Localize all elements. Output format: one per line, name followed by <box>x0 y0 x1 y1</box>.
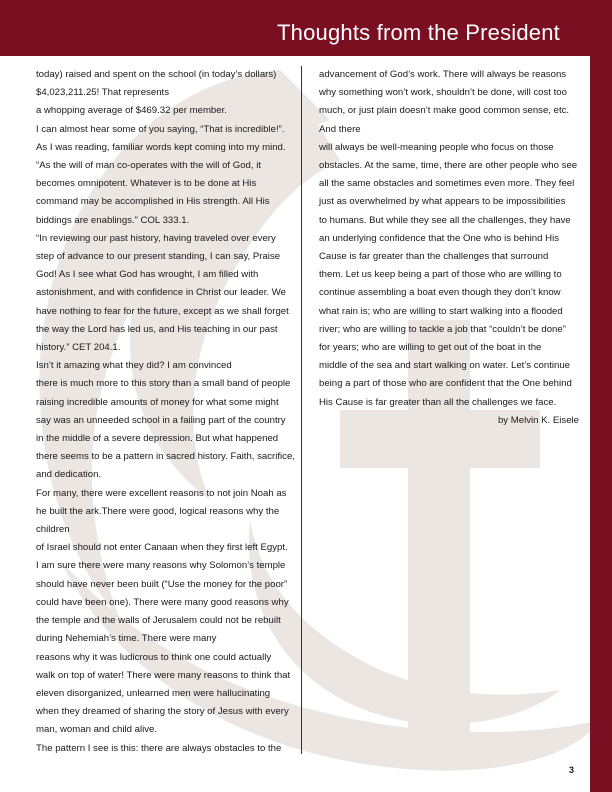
text-line: today) raised and spent on the school (in today’s dollars) <box>36 69 277 80</box>
text-line: in the middle of a severe depression. But what happened <box>36 433 279 445</box>
side-accent-bar <box>590 56 612 792</box>
text-line: command may be accomplished in His strength. All His <box>36 196 270 208</box>
text-line: astonishment, and with confidence in Christ our leader. We <box>36 287 286 299</box>
text-line: have nothing to fear for the future, except as we shall forget <box>36 305 289 317</box>
text-line: all the same obstacles and sometimes even more. They feel <box>319 178 575 190</box>
text-line: there is much more to this story than a small band of people <box>36 378 291 390</box>
text-line: man, woman and child alive. <box>36 724 158 736</box>
text-line: an underlying confidence that the One who is behind His <box>319 232 559 244</box>
text-line: history.” CET 204.1. <box>36 342 121 354</box>
article-left-column <box>36 66 294 758</box>
text-line: being a part of those who are confident that the One behind <box>319 378 572 390</box>
text-line: “In reviewing our past history, having traveled over every <box>36 232 276 244</box>
text-line: of Israel should not enter Canaan when they first left Egypt. <box>36 542 288 554</box>
text-line: to humans. But while they see all the challenges, they have <box>319 214 571 226</box>
text-line: the temple and the walls of Jerusalem could not be rebuilt <box>36 615 281 627</box>
text-line: the way the Lord has led us, and His teaching in our past <box>36 323 278 335</box>
text-line: he built the ark.There were good, logical reasons why the <box>36 505 280 517</box>
text-line: why something won’t work, shouldn’t be done, will cost too <box>319 87 567 99</box>
text-line: For many, there were excellent reasons to not join Noah as <box>36 487 287 499</box>
text-line: for years; who are willing to get out of the boat in the <box>319 342 542 354</box>
text-line: children <box>36 524 70 536</box>
text-line: And there <box>319 123 361 135</box>
text-line: $4,023,211.25! That represents <box>36 87 169 99</box>
text-line: “As the will of man co-operates with the will of God, it <box>36 160 262 172</box>
text-line: when they dreamed of sharing the story of Jesus with every <box>36 706 289 718</box>
text-line: could have been one). There were many good reasons why <box>36 596 289 608</box>
text-line: God! As I see what God has wrought, I am filled with <box>36 269 259 281</box>
text-line: river; who are willing to tackle a job that “couldn’t be done” <box>319 323 566 335</box>
text-line: I can almost hear some of you saying, “That is incredible!”. <box>36 123 285 135</box>
text-line: should have never been built (“Use the money for the poor” <box>36 578 288 590</box>
page-title: Thoughts from the President <box>277 20 560 45</box>
text-line: what rain is; who are willing to start walking into a flooded <box>319 305 563 317</box>
text-line: Isn’t it amazing what they did? I am convinced <box>36 360 232 372</box>
text-line: and dedication. <box>36 469 102 481</box>
article-right-column <box>319 66 581 430</box>
text-line: much, or just plain doesn’t make good common sense, etc. <box>319 105 570 117</box>
text-line: reasons why it was ludicrous to think one could actually <box>36 651 272 663</box>
text-line: biddings are enablings.” COL 333.1. <box>36 214 190 226</box>
text-line: middle of the sea and start walking on water. Let’s continue <box>319 360 571 372</box>
text-line: Cause is far greater than the challenges that surround <box>319 251 549 263</box>
text-line: a whopping average of $469.32 per member. <box>36 105 227 117</box>
text-line: them. Let us keep being a part of those who are willing to <box>319 269 562 281</box>
column-divider <box>301 66 302 754</box>
page-number: 3 <box>569 765 575 775</box>
header-bar <box>0 0 612 56</box>
text-line: say was an unneeded school in a failing part of the country <box>36 414 286 426</box>
text-line: As I was reading, familiar words kept coming into my mind. <box>36 141 286 153</box>
text-line: raising incredible amounts of money for what some might <box>36 396 279 408</box>
text-line: just as overwhelmed by what appears to be impossibilities <box>319 196 566 208</box>
text-line: during Nehemiah’s time. There were many <box>36 633 217 645</box>
text-line: becomes omnipotent. Whatever is to be done at His <box>36 178 257 190</box>
text-line: advancement of God’s work. There will always be reasons <box>319 69 567 80</box>
text-line: I am sure there were many reasons why Solomon’s temple <box>36 560 286 572</box>
text-line: will always be well-meaning people who focus on those <box>319 141 554 153</box>
text-line: His Cause is far greater than all the challenges we face. <box>319 396 557 408</box>
text-line: continue assembling a boat even though they don’t know <box>319 287 561 299</box>
text-line: step of advance to our present standing, I can say, Praise <box>36 251 281 263</box>
text-line: eleven disorganized, unlearned men were hallucinating <box>36 687 271 699</box>
text-line: there seems to be a pattern in sacred history. Faith, sacrifice, <box>36 451 295 463</box>
text-line: obstacles. At the same, time, there are other people who see <box>319 160 578 172</box>
text-line: walk on top of water! There were many reasons to think that <box>36 669 291 681</box>
text-line: The pattern I see is this: there are always obstacles to the <box>36 742 282 754</box>
author-byline: by Melvin K. Eisele <box>497 414 579 426</box>
